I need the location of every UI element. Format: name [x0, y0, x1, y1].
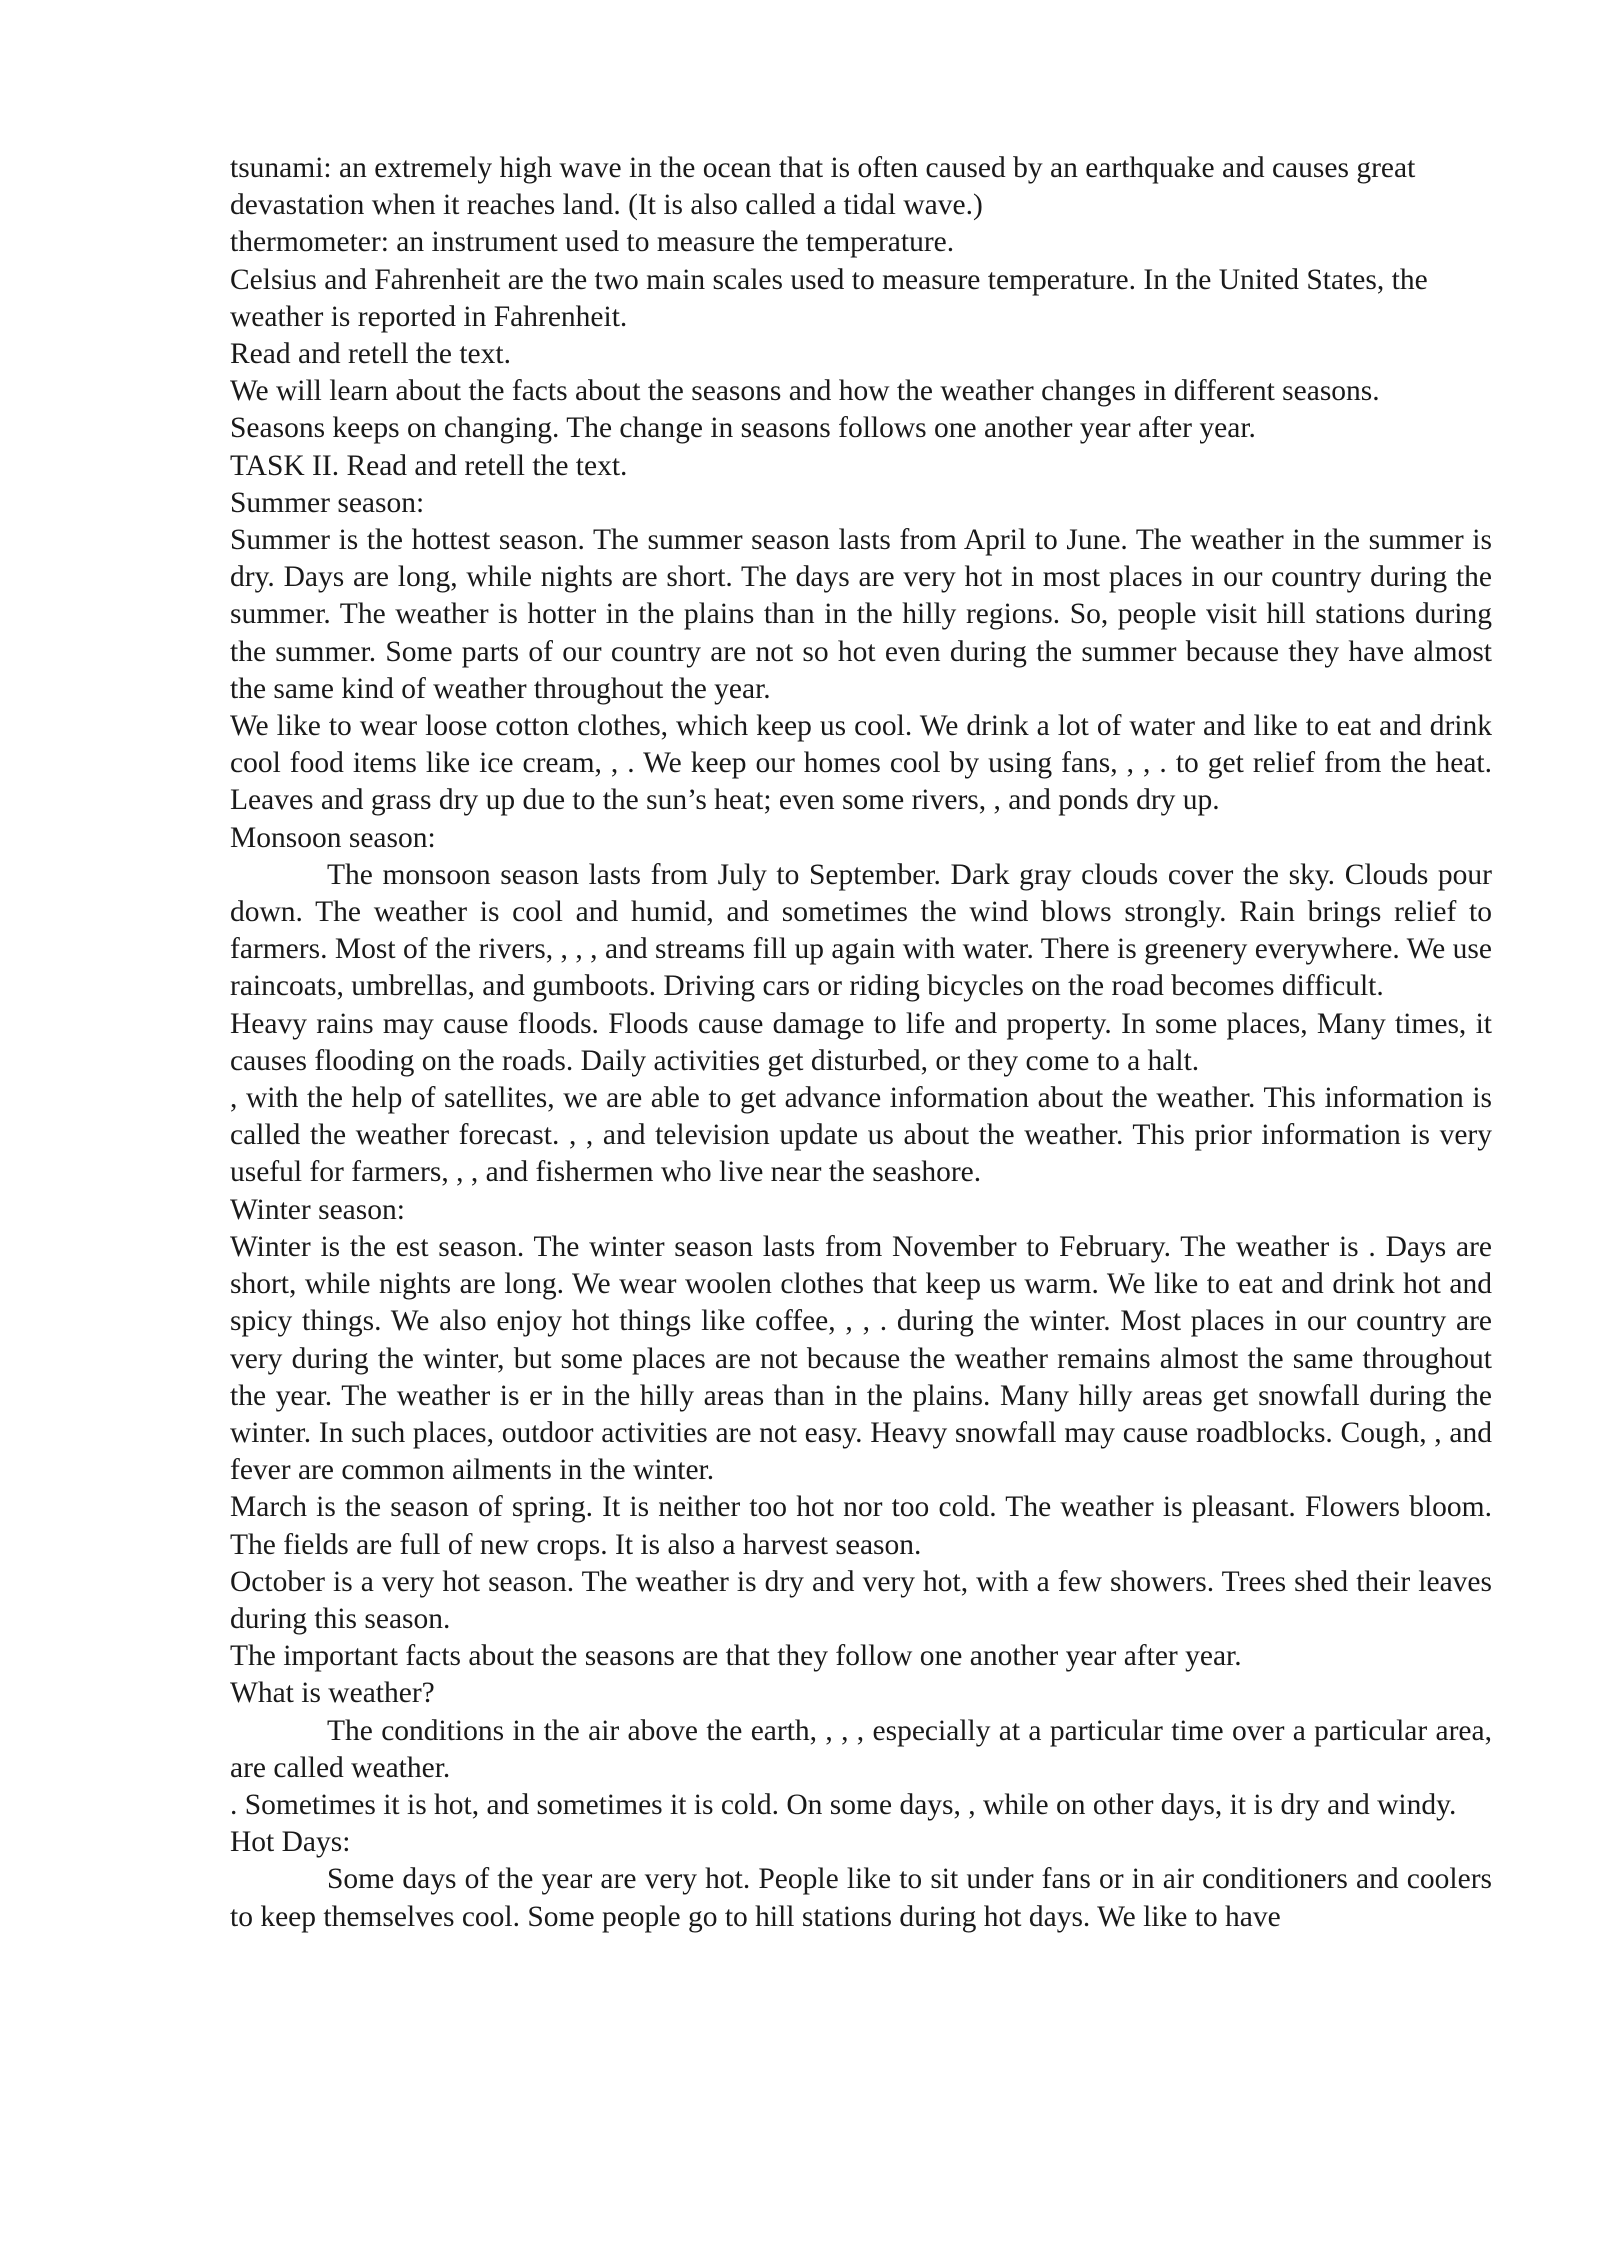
paragraph-weather-definition: The conditions in the air above the earth, , , , especially at a particular time over a particular area, are called weather. [230, 1714, 1492, 1784]
paragraph-monsoon-description: The monsoon season lasts from July to September. Dark gray clouds cover the sky. Clouds pour down. The weather is cool and humid, and sometimes the wind blows strongly. Rain brings relief to farmers. Most of the rivers, , , , and streams fill up again with water. There is greenery everywhere. We use raincoats, umbrellas, and gumboots. Driving cars or riding bicycles on the road becomes difficult. [230, 858, 1492, 1003]
paragraph-hot-days: Some days of the year are very hot. People like to sit under fans or in air conditioners and coolers to keep themselves cool. Some people go to hill stations during hot days. We like to have [230, 1863, 1492, 1933]
heading-what-is-weather: What is weather? [230, 1677, 435, 1710]
heading-winter-season: Winter season: [230, 1193, 405, 1226]
paragraph-winter-description: Winter is the est season. The winter season lasts from November to February. The weather is . Days are short, while nights are long. We wear woolen clothes that keep us warm. We like to eat and drink hot and spicy things. We also enjoy hot things like coffee, , , . during the winter. Most places in our country are very during the winter, but some places are not because the weather remains almost the same throughout the year. The weather is er in the hilly areas than in the plains. Many hilly areas get snowfall during the winter. In such places, outdoor activities are not easy. Heavy snowfall may cause roadblocks. Cough, , and fever are common ailments in the winter. [230, 1230, 1492, 1487]
paragraph-seasons-facts: The important facts about the seasons are that they follow one another year after year. [230, 1640, 1242, 1673]
heading-hot-days: Hot Days: [230, 1826, 351, 1859]
paragraph-floods: Heavy rains may cause floods. Floods cause damage to life and property. In some places, Many times, it causes flooding on the roads. Daily activities get disturbed, or they come to a halt. [230, 1007, 1492, 1077]
paragraph-tsunami-definition: tsunami: an extremely high wave in the ocean that is often caused by an earthquake and causes great devastation when it reaches land. (It is also called a tidal wave.) [230, 152, 1416, 222]
paragraph-october: October is a very hot season. The weather is dry and very hot, with a few showers. Trees shed their leaves during this season. [230, 1565, 1492, 1635]
instruction-read-retell: Read and retell the text. [230, 338, 511, 371]
paragraph-spring: March is the season of spring. It is neither too hot nor too cold. The weather is pleasant. Flowers bloom. The fields are full of new crops. It is also a harvest season. [230, 1491, 1492, 1561]
paragraph-summer-description: Summer is the hottest season. The summer season lasts from April to June. The weather in the summer is dry. Days are long, while nights are short. The days are very hot in most places in our country during the summer. The weather is hotter in the plains than in the hilly regions. So, people visit hill stations during the summer. Some parts of our country are not so hot even during the summer because they have almost the same kind of weather throughout the year. [230, 524, 1492, 705]
paragraph-temperature-scales: Celsius and Fahrenheit are the two main scales used to measure temperature. In the United States, the weather is reported in Fahrenheit. [230, 263, 1428, 333]
paragraph-summer-clothes: We like to wear loose cotton clothes, which keep us cool. We drink a lot of water and like to eat and drink cool food items like ice cream, , . We keep our homes cool by using fans, , , . to get relief from the heat. Leaves and grass dry up due to the sun’s heat; even some rivers, , and ponds dry up. [230, 710, 1492, 817]
paragraph-intro-seasons: We will learn about the facts about the seasons and how the weather changes in different seasons. [230, 375, 1380, 408]
heading-summer-season: Summer season: [230, 486, 425, 519]
paragraph-thermometer-definition: thermometer: an instrument used to measure the temperature. [230, 226, 955, 259]
heading-monsoon-season: Monsoon season: [230, 821, 436, 854]
document-page [230, 150, 1492, 1936]
paragraph-weather-forecast: , with the help of satellites, we are able to get advance information about the weather. This information is called the weather forecast. , , and television update us about the weather. This prior information is very useful for farmers, , , and fishermen who live near the seashore. [230, 1082, 1492, 1189]
paragraph-seasons-change: Seasons keeps on changing. The change in seasons follows one another year after year. [230, 412, 1256, 445]
task-heading: TASK II. Read and retell the text. [230, 449, 628, 482]
paragraph-weather-variation: . Sometimes it is hot, and sometimes it is cold. On some days, , while on other days, it is dry and windy. [230, 1788, 1457, 1821]
